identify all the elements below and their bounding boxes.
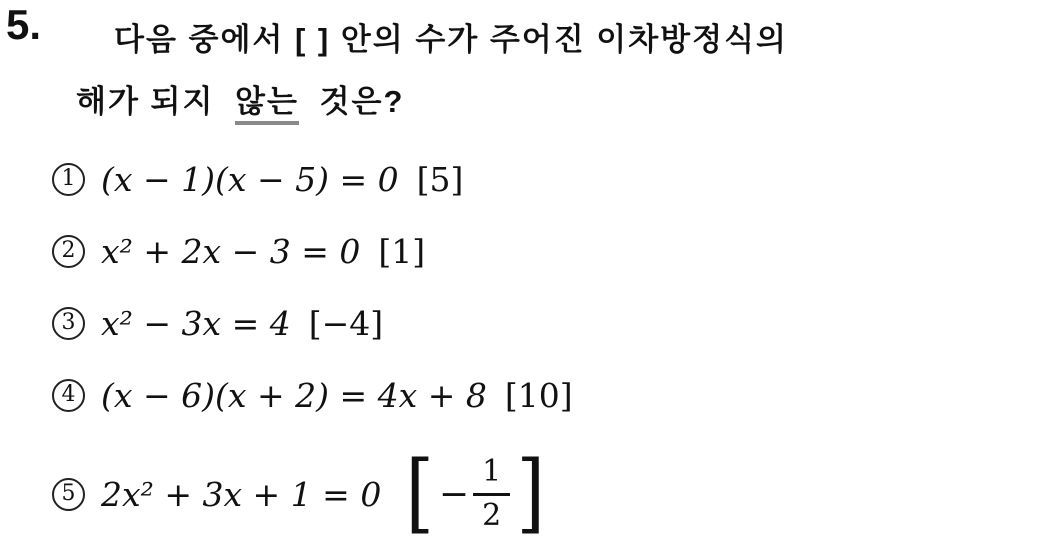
option-2	[52, 228, 425, 274]
option-3	[52, 300, 383, 346]
question-text-underlined-word: 않는	[235, 84, 299, 125]
option-3-circled-number	[52, 307, 85, 340]
option-4-bracket-value: [10]	[504, 375, 573, 415]
right-bracket: ]	[516, 443, 546, 544]
option-4-equation: (x − 6)(x + 2) = 4x + 8	[101, 375, 487, 415]
option-1-circled-number	[52, 163, 85, 196]
question-text-line2-post: 것은?	[319, 84, 405, 119]
minus-sign: −	[438, 473, 470, 515]
option-4-marker-digit: 4	[61, 382, 76, 407]
option-2-marker-digit: 2	[61, 238, 76, 263]
fraction	[473, 455, 510, 533]
option-3-equation: x² − 3x = 4	[101, 303, 291, 343]
question-text-line2-pre: 해가 되지	[76, 84, 215, 119]
question-number: 5.	[6, 1, 42, 48]
fraction-numerator: 1	[473, 455, 510, 496]
option-2-equation: x² + 2x − 3 = 0	[101, 231, 361, 271]
option-1	[52, 156, 463, 202]
option-1-equation: (x − 1)(x − 5) = 0	[101, 159, 399, 199]
option-4-circled-number	[52, 379, 85, 412]
option-1-bracket-value: [5]	[416, 159, 464, 199]
fraction-denominator: 2	[482, 497, 502, 533]
option-2-bracket-value: [1]	[378, 231, 426, 271]
option-3-marker-digit: 3	[61, 310, 76, 335]
option-5-equation: 2x² + 3x + 1 = 0	[101, 474, 382, 514]
option-5-circled-number	[52, 478, 85, 511]
option-1-marker-digit: 1	[61, 166, 76, 191]
question-text-line2	[76, 76, 404, 121]
option-5-marker-digit: 5	[61, 481, 76, 506]
option-5-bracket-value	[403, 443, 547, 544]
left-bracket: [	[405, 443, 435, 544]
option-2-circled-number	[52, 235, 85, 268]
option-4	[52, 372, 573, 418]
option-3-bracket-value: [−4]	[308, 303, 384, 343]
question-text-line1: 다음 중에서 [ ] 안의 수가 주어진 이차방정식의	[114, 22, 788, 57]
option-5	[52, 442, 548, 546]
